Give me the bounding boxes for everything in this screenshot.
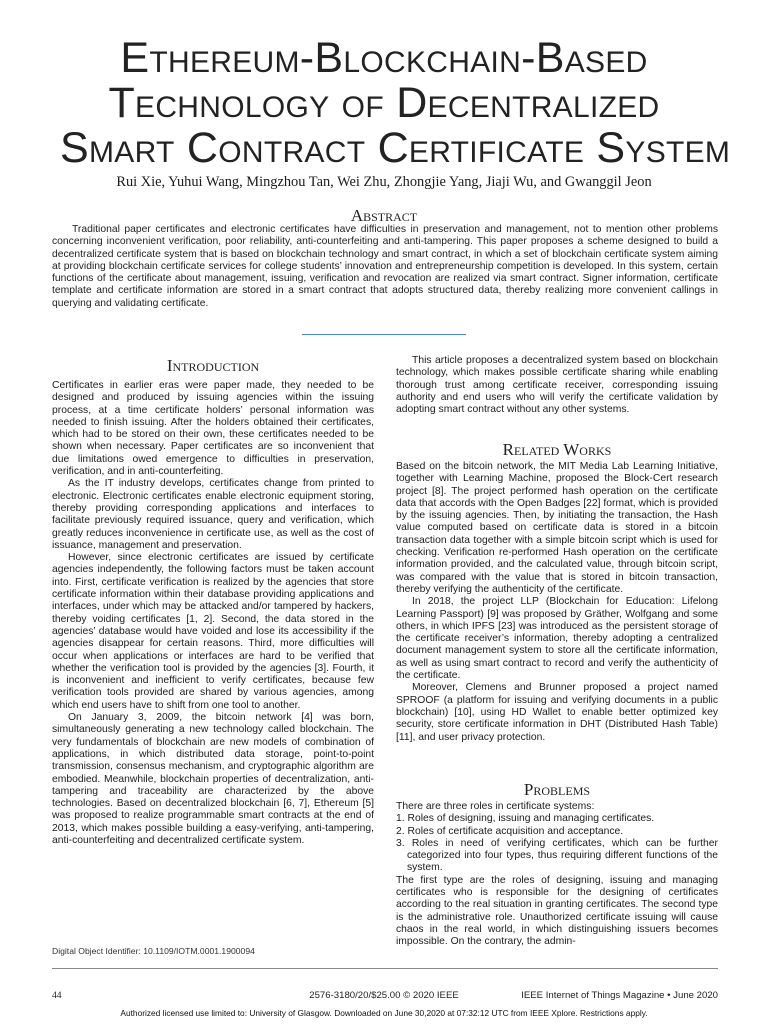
problems-heading: Problems — [523, 780, 591, 799]
related-paragraph-2: In 2018, the project LLP (Blockchain for Education: Lifelong Learning Passport) [9] was proposed by Gräther, Wolfgang and some others, in which IPFS [23] was introduced as the persistent storage of the certificate receiver’s information, thereby adopting a centralized document management system to store all the certificate information, as well as using smart contract to record and verify the authenticity of the certificate. — [396, 596, 718, 682]
left-column — [52, 380, 374, 847]
abstract-heading: Abstract — [350, 206, 418, 225]
section-divider — [302, 334, 466, 335]
list-item: 2. Roles of certificate acquisition and acceptance. — [396, 825, 624, 837]
intro-paragraph-1: Certificates in earlier eras were paper made, they needed to be designed and produced by issuing agencies within the issuing process, at a time certificate holders’ personal information was needed to finish issuing. After the holders obtained their certificates, which had to be stored on their own, these certificates needed to be shown when necessary. Paper certificates are so inconvenient that due limitations owed emergence to difficulties in preservation, verification, and in anti-counterfeiting. — [52, 380, 374, 478]
title-line-2: Technology of Decentralized — [108, 79, 660, 127]
intro-paragraph-4: On January 3, 2009, the bitcoin network [4] was born, simultaneously generating a new technology called blockchain. The very fundamentals of blockchain are new models of combination of applications, in which distributed data storage, point-to-point transmission, consensus mechanism, and cryptographic algorithm are embodied. Meanwhile, blockchain properties of decentralization, anti-tampering and traceability are characterized by the above technologies. Based on decentralized blockchain [6, 7], Ethereum [5] was proposed to realize programmable smart contracts at the end of 2013, which makes possible building a easy-verifying, anti-tampering, anti-counterfeiting and decentralized certificate system. — [52, 712, 374, 846]
list-item: 3. Roles in need of verifying certificates, which can be further categorized into four types, thus requiring different functions of the system. — [396, 837, 718, 874]
introduction-heading: Introduction — [166, 356, 260, 375]
page-number: 44 — [52, 990, 62, 1001]
list-item: 1. Roles of designing, issuing and managing certificates. — [396, 813, 655, 825]
intro-paragraph-2: As the IT industry develops, certificates change from printed to electronic. Electronic certificates enable electronic equipment storing, thereby providing corresponding applications and interfaces to facilitate previously required issuance, query and verification, which greatly reduces inconvenience in certificate use, as well as the cost of issuance, management and preservation. — [52, 478, 374, 551]
footer-rule — [52, 968, 718, 969]
problems-closing: The first type are the roles of designing, issuing and managing certificates who is responsible for the designing of certificates according to the real situation in granting certificates. The second type is the administrative role. Unauthorized certificate issuing will cause chaos in the real world, in which distinguishing issuers becomes impossible. On the contrary, the admin- — [396, 874, 718, 948]
author-list: Rui Xie, Yuhui Wang, Mingzhou Tan, Wei Zhu, Zhongjie Yang, Jiaji Wu, and Gwanggil Jeon — [116, 174, 652, 190]
journal-name: IEEE Internet of Things Magazine • June 2020 — [521, 990, 718, 1001]
related-works-body — [396, 461, 718, 744]
article-title — [60, 34, 731, 172]
license-notice: Authorized licensed use limited to: University of Glasgow. Downloaded on June 30,2020 at 07:32:12 UTC from IEEE Xplore. Restrictions apply. — [120, 1008, 648, 1018]
related-paragraph-3: Moreover, Clemens and Brunner proposed a project named SPROOF (a platform for issuing and verifying documents in a public blockchain) [10], using HD Wallet to enable better optimized key security, store certificate information in DHT (Distributed Hash Table) [11], and user privacy protection. — [396, 682, 718, 743]
doi-note: Digital Object Identifier: 10.1109/IOTM.0001.1900094 — [52, 946, 255, 956]
issn-copyright: 2576-3180/20/$25.00 © 2020 IEEE — [309, 990, 459, 1001]
related-paragraph-1: Based on the bitcoin network, the MIT Media Lab Learning Initiative, together with Learning Machine, proposed the Block-Cert research project [8]. The project performed hash operation on the certificate data that accords with the Open Badges [22] format, which is provided by the issuing agencies. Then, by initiating the transaction, the Hash value computed based on certificate data is stored in a bitcoin transaction data together with a simple bitcoin script which is used for checking. Verification re-performed Hash operation on the certificate information provided, and the calculated value, through bitcoin script, was compared with the value that is stored in bitcoin transaction, thereby verifying the authenticity of the certificate. — [396, 461, 718, 595]
roles-list — [396, 813, 718, 874]
title-line-1: Ethereum-Blockchain-Based — [120, 34, 648, 82]
title-line-3: Smart Contract Certificate System — [60, 124, 731, 172]
problems-body — [396, 801, 718, 949]
right-column-intro — [396, 355, 718, 416]
problems-intro: There are three roles in certificate systems: — [396, 801, 595, 812]
article-proposal-paragraph: This article proposes a decentralized system based on blockchain technology, which makes possible certificate sharing while enabling thorough trust among certificate receiver, corresponding issuing authority and end users who will verify the certificate validation by adopting smart contract without any other systems. — [396, 355, 718, 416]
intro-paragraph-3: However, since electronic certificates are issued by certificate agencies independently, the following factors must be taken account into. First, certificate verification is realized by the agencies that store certificate information within their database providing applications and interfaces, under which may be attacked and/or tampered by hackers, thereby voiding certificates [1, 2]. Second, the data stored in the agencies’ database would have voided and lose its accessibility if the agencies disappear for certain reasons. Third, more difficulties will occur when applications or interfaces are hard to be verified that whether the verification tool is provided by the agencies [3]. Fourth, it is inconvenient and inefficient to verify certificates, because few verification tools provided are shared by various agencies, among which end users have to shift from one tool to another. — [52, 552, 374, 711]
abstract-text: Traditional paper certificates and electronic certificates have difficulties in preservation and management, not to mention other problems concerning inconvenient verification, poor reliability, anti-counterfeiting and anti-tampering. This paper proposes a scheme designed to build a decentralized certificate system that is based on blockchain technology and smart contract, in which a set of blockchain certificate system aiming at providing blockchain certificate services for college students’ innovation and entrepreneurship competition is developed. In this system, certain functions of the certificate about management, issuing, verification and revocation are realized via smart contract. Signer information, certificate template and certificate information are stored in a smart contract that adopts structured data, thereby realizing more convenient callings in querying and validating certificate. — [52, 224, 718, 309]
related-works-heading: Related Works — [502, 440, 612, 459]
